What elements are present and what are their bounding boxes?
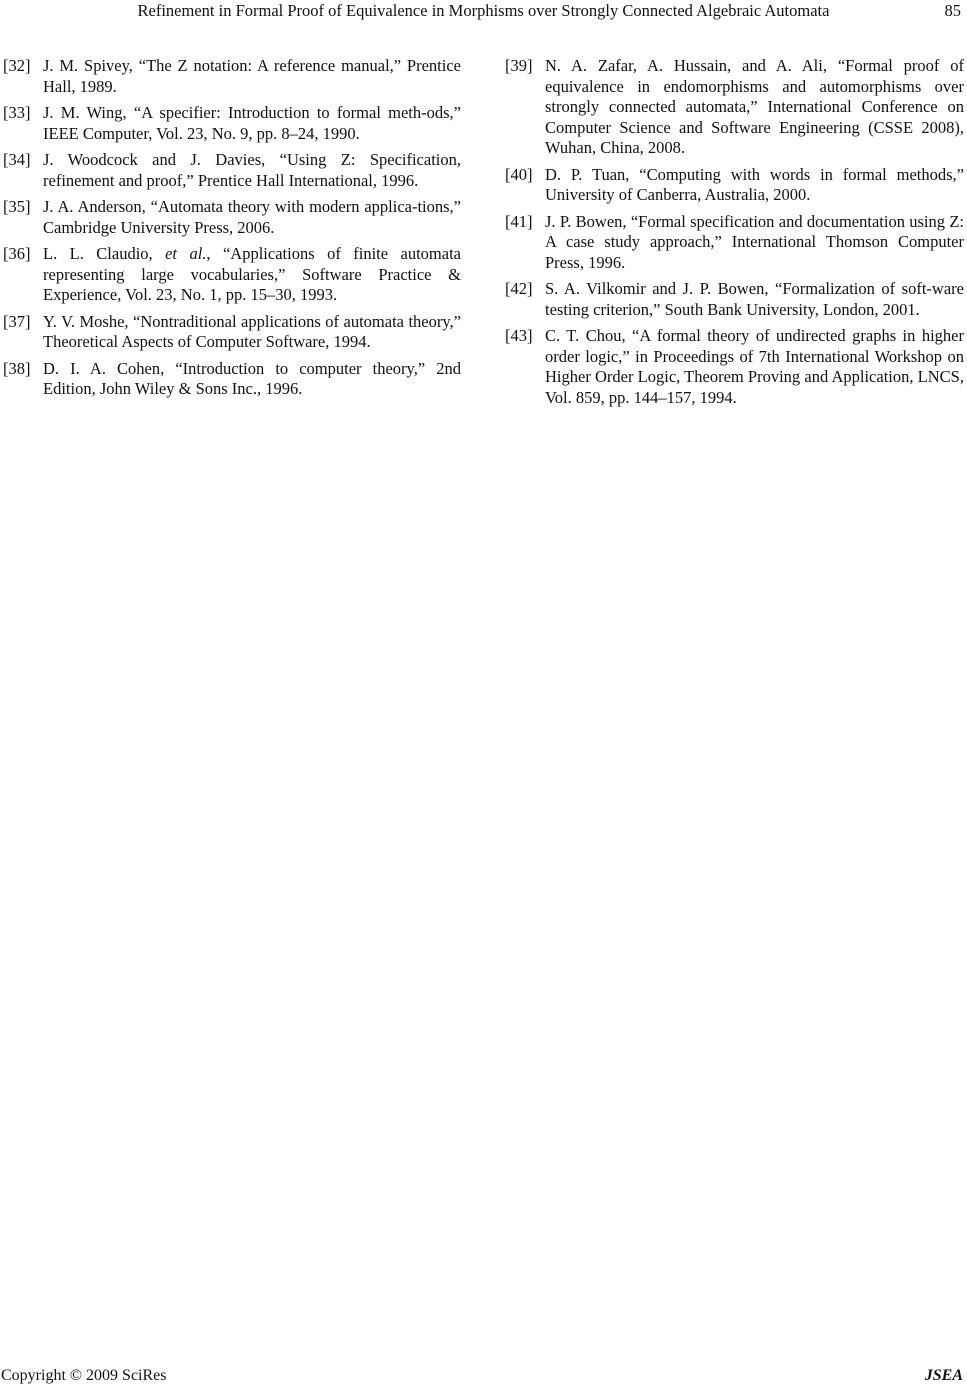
reference-number: [38] bbox=[3, 358, 31, 378]
reference-text: J. Woodcock and J. Davies, “Using Z: Specification, refinement and proof,” Prentice Hall International, 1996. bbox=[43, 150, 461, 190]
references-right-column bbox=[505, 56, 964, 414]
et-al-italic: et al. bbox=[165, 244, 207, 263]
reference-42 bbox=[505, 279, 964, 320]
reference-number: [42] bbox=[505, 279, 533, 298]
reference-number: [41] bbox=[505, 211, 533, 231]
reference-38 bbox=[3, 359, 461, 400]
reference-37 bbox=[3, 312, 461, 353]
reference-number: [39] bbox=[505, 56, 533, 75]
reference-43 bbox=[505, 326, 964, 408]
reference-text: D. I. A. Cohen, “Introduction to computer theory,” 2nd Edition, John Wiley & Sons Inc., 1996. bbox=[43, 358, 461, 398]
reference-text: Y. V. Moshe, “Nontraditional applications of automata theory,” Theoretical Aspects of Computer Software, 1994. bbox=[43, 311, 461, 351]
reference-details: , “Applications of finite automata representing large vocabularies,” Software Practice & Experience, Vol. 23, No. 1, pp. 15–30, 1993. bbox=[43, 244, 461, 304]
journal-abbreviation: JSEA bbox=[924, 1367, 963, 1384]
copyright-notice: Copyright © 2009 SciRes bbox=[1, 1367, 167, 1384]
reference-text: D. P. Tuan, “Computing with words in formal methods,” University of Canberra, Australia, 2000. bbox=[545, 164, 964, 204]
reference-number: [37] bbox=[3, 311, 31, 331]
reference-text: S. A. Vilkomir and J. P. Bowen, “Formalization of soft-ware testing criterion,” South Bank University, London, 2001. bbox=[545, 279, 964, 319]
reference-number: [40] bbox=[505, 164, 533, 184]
reference-35 bbox=[3, 197, 461, 238]
reference-text: J. M. Spivey, “The Z notation: A reference manual,” Prentice Hall, 1989. bbox=[43, 56, 461, 96]
reference-40 bbox=[505, 165, 964, 206]
reference-39 bbox=[505, 56, 964, 159]
reference-number: [43] bbox=[505, 326, 533, 345]
reference-text: C. T. Chou, “A formal theory of undirected graphs in higher order logic,” in Proceedings of 7th International Workshop on Higher Order Logic, Theorem Proving and Application, LNCS, Vol. 859, pp. 144–157, 1994. bbox=[545, 326, 964, 407]
references-left-column bbox=[3, 56, 461, 406]
page-number: 85 bbox=[944, 1, 961, 20]
reference-33 bbox=[3, 103, 461, 144]
reference-text: J. M. Wing, “A specifier: Introduction to formal meth-ods,” IEEE Computer, Vol. 23, No. 9, pp. 8–24, 1990. bbox=[43, 103, 461, 143]
reference-text: N. A. Zafar, A. Hussain, and A. Ali, “Formal proof of equivalence in endomorphisms and automorphisms over strongly connected automata,” International Conference on Computer Science and Software Engineering (CSSE 2008), Wuhan, China, 2008. bbox=[545, 56, 964, 157]
reference-text: J. A. Anderson, “Automata theory with modern applica-tions,” Cambridge University Press, 2006. bbox=[43, 197, 461, 237]
reference-41 bbox=[505, 212, 964, 274]
reference-number: [35] bbox=[3, 197, 31, 216]
reference-number: [32] bbox=[3, 56, 31, 75]
running-title: Refinement in Formal Proof of Equivalence in Morphisms over Strongly Connected Algebraic Automata bbox=[137, 1, 830, 20]
reference-authors: L. L. Claudio, bbox=[43, 244, 166, 263]
reference-text bbox=[43, 244, 461, 306]
reference-number: [33] bbox=[3, 103, 31, 122]
reference-36 bbox=[3, 244, 461, 306]
reference-number: [36] bbox=[3, 244, 31, 263]
reference-number: [34] bbox=[3, 150, 31, 169]
reference-32 bbox=[3, 56, 461, 97]
reference-34 bbox=[3, 150, 461, 191]
reference-text: J. P. Bowen, “Formal specification and documentation using Z: A case study approach,” International Thomson Computer Press, 1996. bbox=[545, 211, 964, 272]
